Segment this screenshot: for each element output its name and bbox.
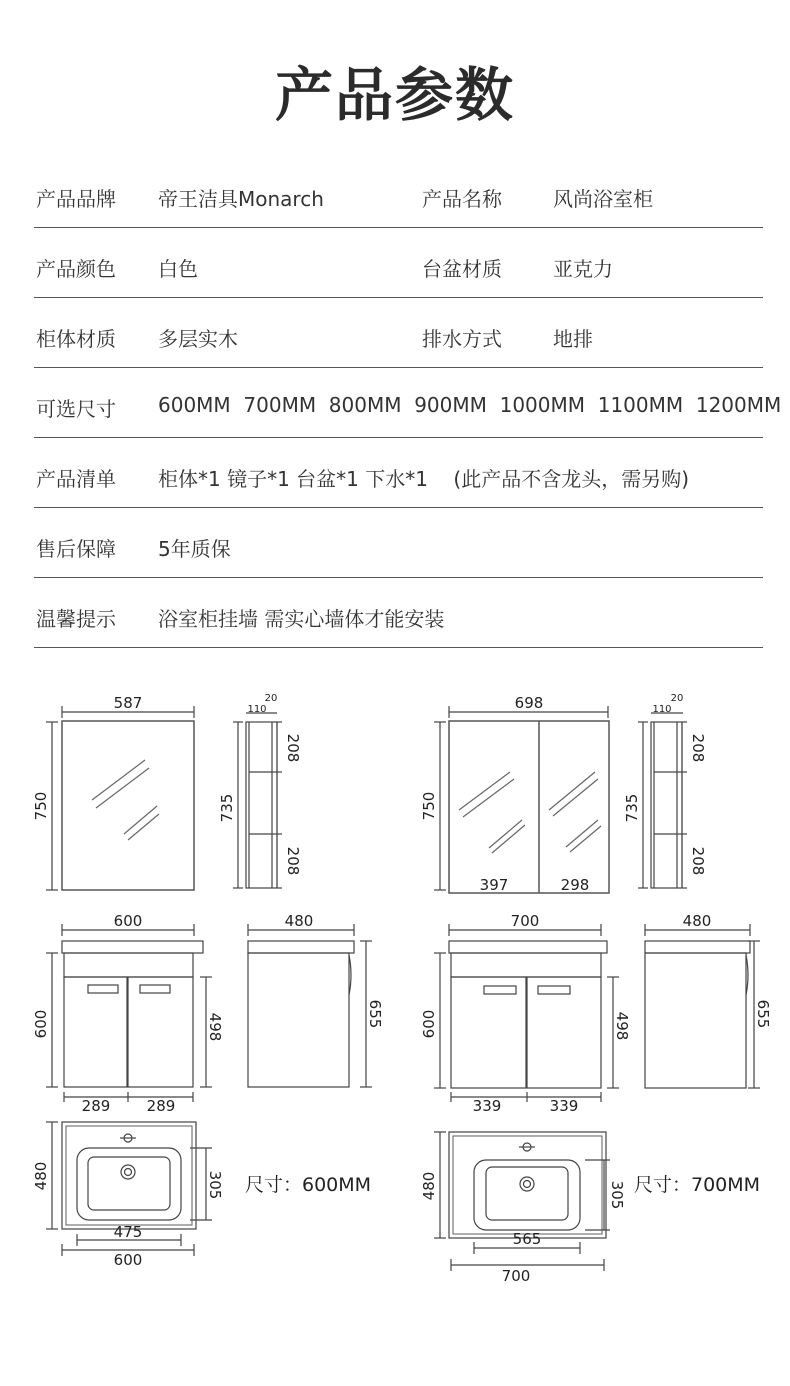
spec-row-warranty [34,507,763,578]
spec-label: 可选尺寸 [36,397,116,421]
dimension-drawings [0,680,790,1300]
dim-door-left: 289 [81,1097,111,1115]
dim-shelf-top: 208 [689,733,707,763]
spec-row-notice [34,577,763,648]
dim-side-height: 735 [218,793,236,823]
spec-row-material [34,297,763,368]
dim-mirror-door-left: 397 [479,876,509,894]
spec-row-sizes [34,367,782,438]
spec-label: 售后保障 [36,537,116,561]
mirror-side-600 [233,713,282,888]
dim-side-edge: 20 [670,693,684,704]
dim-mirror-width: 587 [113,694,143,712]
dim-bowl-depth: 305 [206,1170,224,1200]
spec-value: 帝王洁具Monarch [158,187,324,211]
spec-label: 产品名称 [422,187,502,211]
dim-mirror-width: 698 [514,694,544,712]
cabinet-side-700 [645,924,760,1088]
dim-shelf-bottom: 208 [689,846,707,876]
spec-label: 产品颜色 [36,257,116,281]
dim-side-depth: 110 [652,704,672,715]
dim-side-height: 735 [623,793,641,823]
spec-value: 亚克力 [553,257,613,281]
dim-basin-depth: 480 [420,1171,438,1201]
dim-door-height: 498 [206,1012,224,1042]
dim-cabinet-width: 700 [510,912,540,930]
spec-value: 浴室柜挂墙 需实心墙体才能安装 [158,607,445,631]
size-label-600: 尺寸：600MM [245,1174,372,1196]
mirror-front-600 [46,706,194,890]
cabinet-front-700 [434,924,619,1102]
spec-value: 5年质保 [158,537,231,561]
spec-row-color [34,227,763,298]
cabinet-front-600 [46,924,212,1102]
page-title: 产品参数 [274,61,515,129]
mirror-front-700 [434,706,609,893]
dim-cabinet-depth: 480 [284,912,314,930]
dim-basin-width: 700 [501,1267,531,1285]
dim-cabinet-height: 600 [420,1009,438,1039]
dim-door-height: 498 [613,1011,631,1041]
dim-mirror-door-right: 298 [560,876,590,894]
dim-shelf-bottom: 208 [284,846,302,876]
spec-value: 柜体*1 镜子*1 台盆*1 下水*1 (此产品不含龙头，需另购) [158,467,690,491]
dim-side-height-cab: 655 [366,999,384,1029]
spec-label: 柜体材质 [36,327,116,351]
dim-cabinet-height: 600 [32,1009,50,1039]
dim-bowl-depth: 305 [608,1180,626,1210]
dim-door-right: 339 [549,1097,579,1115]
spec-label: 台盆材质 [422,257,502,281]
spec-label: 产品品牌 [36,187,116,211]
spec-row-brand [34,157,763,228]
dim-side-edge: 20 [264,693,278,704]
spec-label: 温馨提示 [36,607,116,631]
basin-top-700 [434,1132,610,1271]
dim-door-right: 289 [146,1097,176,1115]
cabinet-side-600 [248,924,372,1087]
dim-shelf-top: 208 [284,733,302,763]
mirror-side-700 [638,713,687,888]
dim-bowl-width: 565 [512,1230,542,1248]
spec-value: 地排 [553,327,593,351]
spec-label: 产品清单 [36,467,116,491]
dim-basin-width: 600 [113,1251,143,1269]
spec-value: 风尚浴室柜 [553,187,653,211]
size-label-700: 尺寸：700MM [634,1174,761,1196]
dim-side-depth: 110 [247,704,267,715]
spec-value: 600MM 700MM 800MM 900MM 1000MM 1100MM 1200MM [158,393,782,417]
dim-side-height-cab: 655 [754,999,772,1029]
dim-mirror-height: 750 [32,791,50,821]
dim-basin-depth: 480 [32,1161,50,1191]
dim-bowl-width: 475 [113,1223,143,1241]
spec-value: 多层实木 [158,327,238,351]
dim-cabinet-depth: 480 [682,912,712,930]
spec-row-contents [34,437,763,508]
spec-label: 排水方式 [422,327,502,351]
dim-cabinet-width: 600 [113,912,143,930]
dim-mirror-height: 750 [420,791,438,821]
dim-door-left: 339 [472,1097,502,1115]
spec-value: 白色 [158,257,198,281]
